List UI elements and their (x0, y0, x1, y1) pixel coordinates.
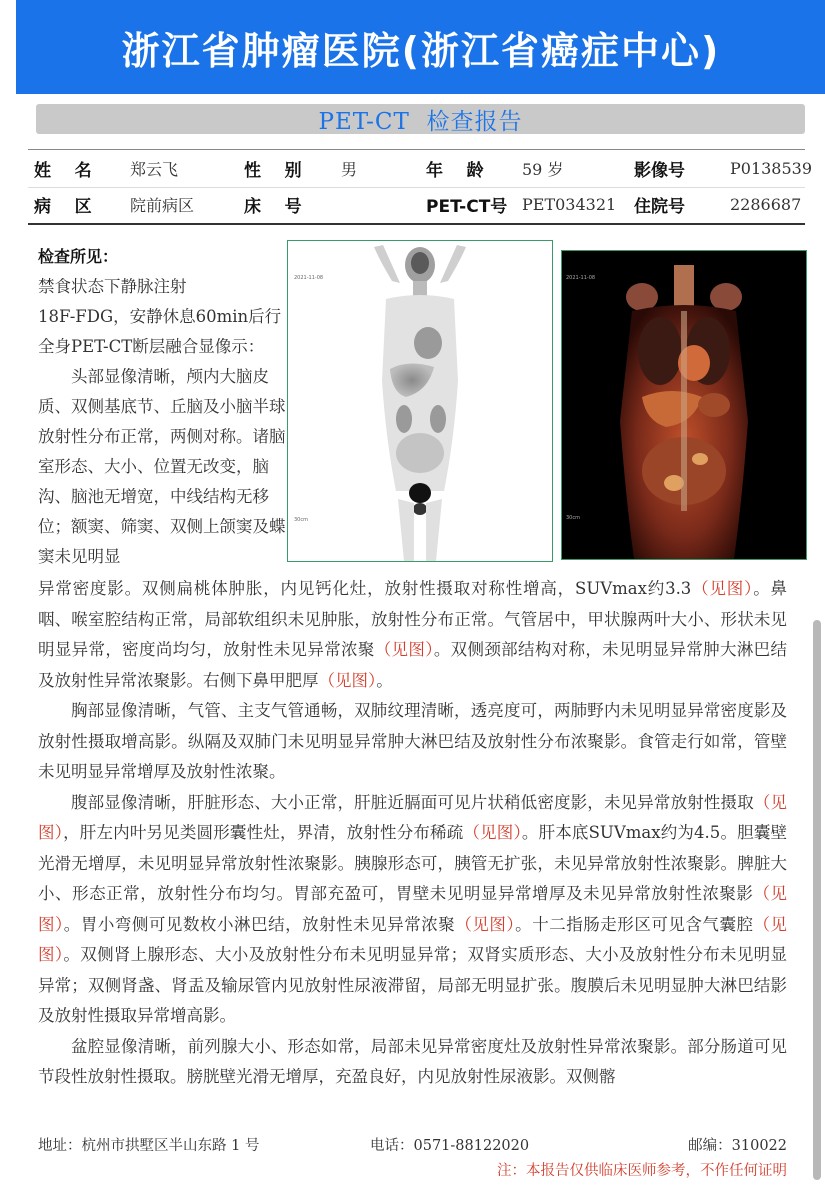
patient-info-row-1 (28, 149, 813, 188)
patient-info-row-2 (28, 186, 805, 225)
footer-address: 地址：杭州市拱墅区半山东路 1 号 (38, 1138, 260, 1154)
pelvis-findings: 盆腔显像清晰，前列腺大小、形态如常，局部未见异常密度灶及放射性异常浓聚影。部分肠道可见节段性放射性摄取。膀胱壁光滑无增厚，充盈良好，内见放射性尿液影。双侧髂 (38, 1036, 787, 1086)
head-findings-start: 头部显像清晰，颅内大脑皮质、双侧基底节、丘脑及小脑半球放射性分布正常，两侧对称。诸脑室形态、大小、位置无改变，脑沟、脑池无增宽，中线结构无移位；额窦、筛窦、双侧上颌窦及蝶窦未见明显 (38, 367, 286, 566)
abdomen-findings (38, 788, 787, 1032)
see-figure-link[interactable]: （见图） (38, 914, 788, 964)
chest-findings: 胸部显像清晰，气管、主支气管通畅，双肺纹理清晰，透亮度可，两肺野内未见明显异常密度影及放射性摄取增高影。纵隔及双肺门未见明显异常肿大淋巴结及放射性分布浓聚影。食管走行如常，管壁未见明显异常增厚及放射性浓聚。 (38, 701, 787, 781)
findings-full-width (38, 574, 787, 1093)
name-label: 姓 名 (34, 161, 92, 181)
head-cont-1: 异常密度影。双侧扁桃体肿胀，内见钙化灶，放射性摄取对称性增高，SUVmax约3.3 (38, 579, 692, 598)
hospital-banner (16, 0, 825, 94)
intro-line-3: 全身PET-CT断层融合显像示： (38, 337, 265, 356)
abd-6: 。双侧肾上腺形态、大小及放射性分布未见明显异常；双肾实质形态、大小及放射性分布未见明显异常；双侧肾盏、肾盂及输尿管内见放射性尿液滞留，局部无明显扩张。腹膜后未见明显肿大淋巴结影及放射性摄取异常增高影。 (38, 945, 788, 1025)
abd-1: 腹部显像清晰，肝脏形态、大小正常，肝脏近膈面可见片状稍低密度影，未见异常放射性摄取 (71, 792, 754, 812)
head-findings-continued (38, 574, 787, 696)
head-cont-4: 。 (376, 670, 393, 690)
pet-mip-image (287, 240, 553, 562)
ward-label: 病 区 (34, 197, 92, 217)
sex-label: 性 别 (244, 161, 302, 181)
footer-phone: 电话：0571-88122020 (370, 1138, 530, 1154)
admission-no: 2286687 (730, 195, 802, 214)
left-gutter (0, 0, 16, 1201)
footer-disclaimer: 注：本报告仅供临床医师参考，不作任何证明 (497, 1163, 787, 1179)
see-figure-link[interactable]: （见图） (691, 579, 754, 598)
abd-2: ，肝左内叶另见类圆形囊性灶，界清，放射性分布稀疏 (63, 823, 464, 842)
fusion-date-label: 2021-11-08 (566, 275, 596, 281)
fusion-scale-label: 30cm (566, 515, 580, 521)
petct-no-label: PET-CT号 (426, 197, 508, 217)
report-title-bar (36, 104, 805, 134)
head-cont-2: 。鼻咽、喉室腔结构正常，局部软组织未见肿胀，放射性分布正常。气管居中，甲状腺两叶大小、形状未见明显异常，密度尚均匀，放射性未见异常浓聚 (38, 579, 788, 659)
bed-label: 床 号 (244, 197, 302, 217)
see-figure-link[interactable]: （见图） (38, 884, 788, 934)
see-figure-link[interactable]: （见图） (455, 914, 516, 934)
report-title: PET-CT 检查报告 (318, 108, 523, 135)
patient-name: 郑云飞 (130, 160, 179, 179)
intro-line-2: 18F-FDG，安静休息60min后行 (38, 307, 282, 326)
mip-scale-label: 30cm (294, 517, 308, 523)
petct-fusion-image (561, 250, 807, 560)
patient-ward: 院前病区 (130, 196, 195, 215)
see-figure-link[interactable]: （见图） (463, 823, 522, 842)
image-no-label: 影像号 (634, 161, 685, 181)
footer-postcode: 邮编：310022 (688, 1138, 787, 1154)
petct-no: PET034321 (522, 195, 617, 214)
admission-no-label: 住院号 (634, 197, 685, 217)
head-cont-3: 。双侧颈部结构对称，未见明显异常肿大淋巴结及放射性异常浓聚影。右侧下鼻甲肥厚 (38, 640, 788, 690)
mip-date-label: 2021-11-08 (294, 275, 324, 281)
see-figure-link[interactable]: （见图） (374, 640, 434, 659)
petct-fusion-figure (562, 251, 806, 559)
findings-narrow-column (38, 272, 288, 572)
scrollbar-thumb[interactable] (813, 620, 821, 1180)
patient-age: 59 岁 (522, 160, 564, 179)
pet-mip-figure (288, 241, 552, 561)
intro-line-1: 禁食状态下静脉注射 (38, 277, 187, 296)
abd-3: 。肝本底SUVmax约为4.5。胆囊壁光滑无增厚，未见明显异常放射性浓聚影。胰腺形态可，胰管无扩张，未见异常放射性浓聚影。脾脏大小、形态正常，放射性分布均匀。胃部充盈可，胃壁未见明显异常增厚及未见异常放射性浓聚影 (38, 823, 788, 903)
patient-sex: 男 (341, 160, 358, 179)
image-no: P0138539 (730, 159, 813, 178)
hospital-name: 浙江省肿瘤医院(浙江省癌症中心) (121, 28, 721, 73)
abd-5: 。十二指肠走形区可见含气囊腔 (515, 914, 754, 934)
see-figure-link[interactable]: （见图） (318, 670, 377, 690)
report-sheet (16, 94, 811, 1201)
age-label: 年 龄 (426, 161, 484, 181)
findings-heading: 检查所见： (38, 247, 119, 266)
abd-4: 。胃小弯侧可见数枚小淋巴结，放射性未见异常浓聚 (63, 914, 456, 934)
see-figure-link[interactable]: （见图） (38, 792, 788, 842)
